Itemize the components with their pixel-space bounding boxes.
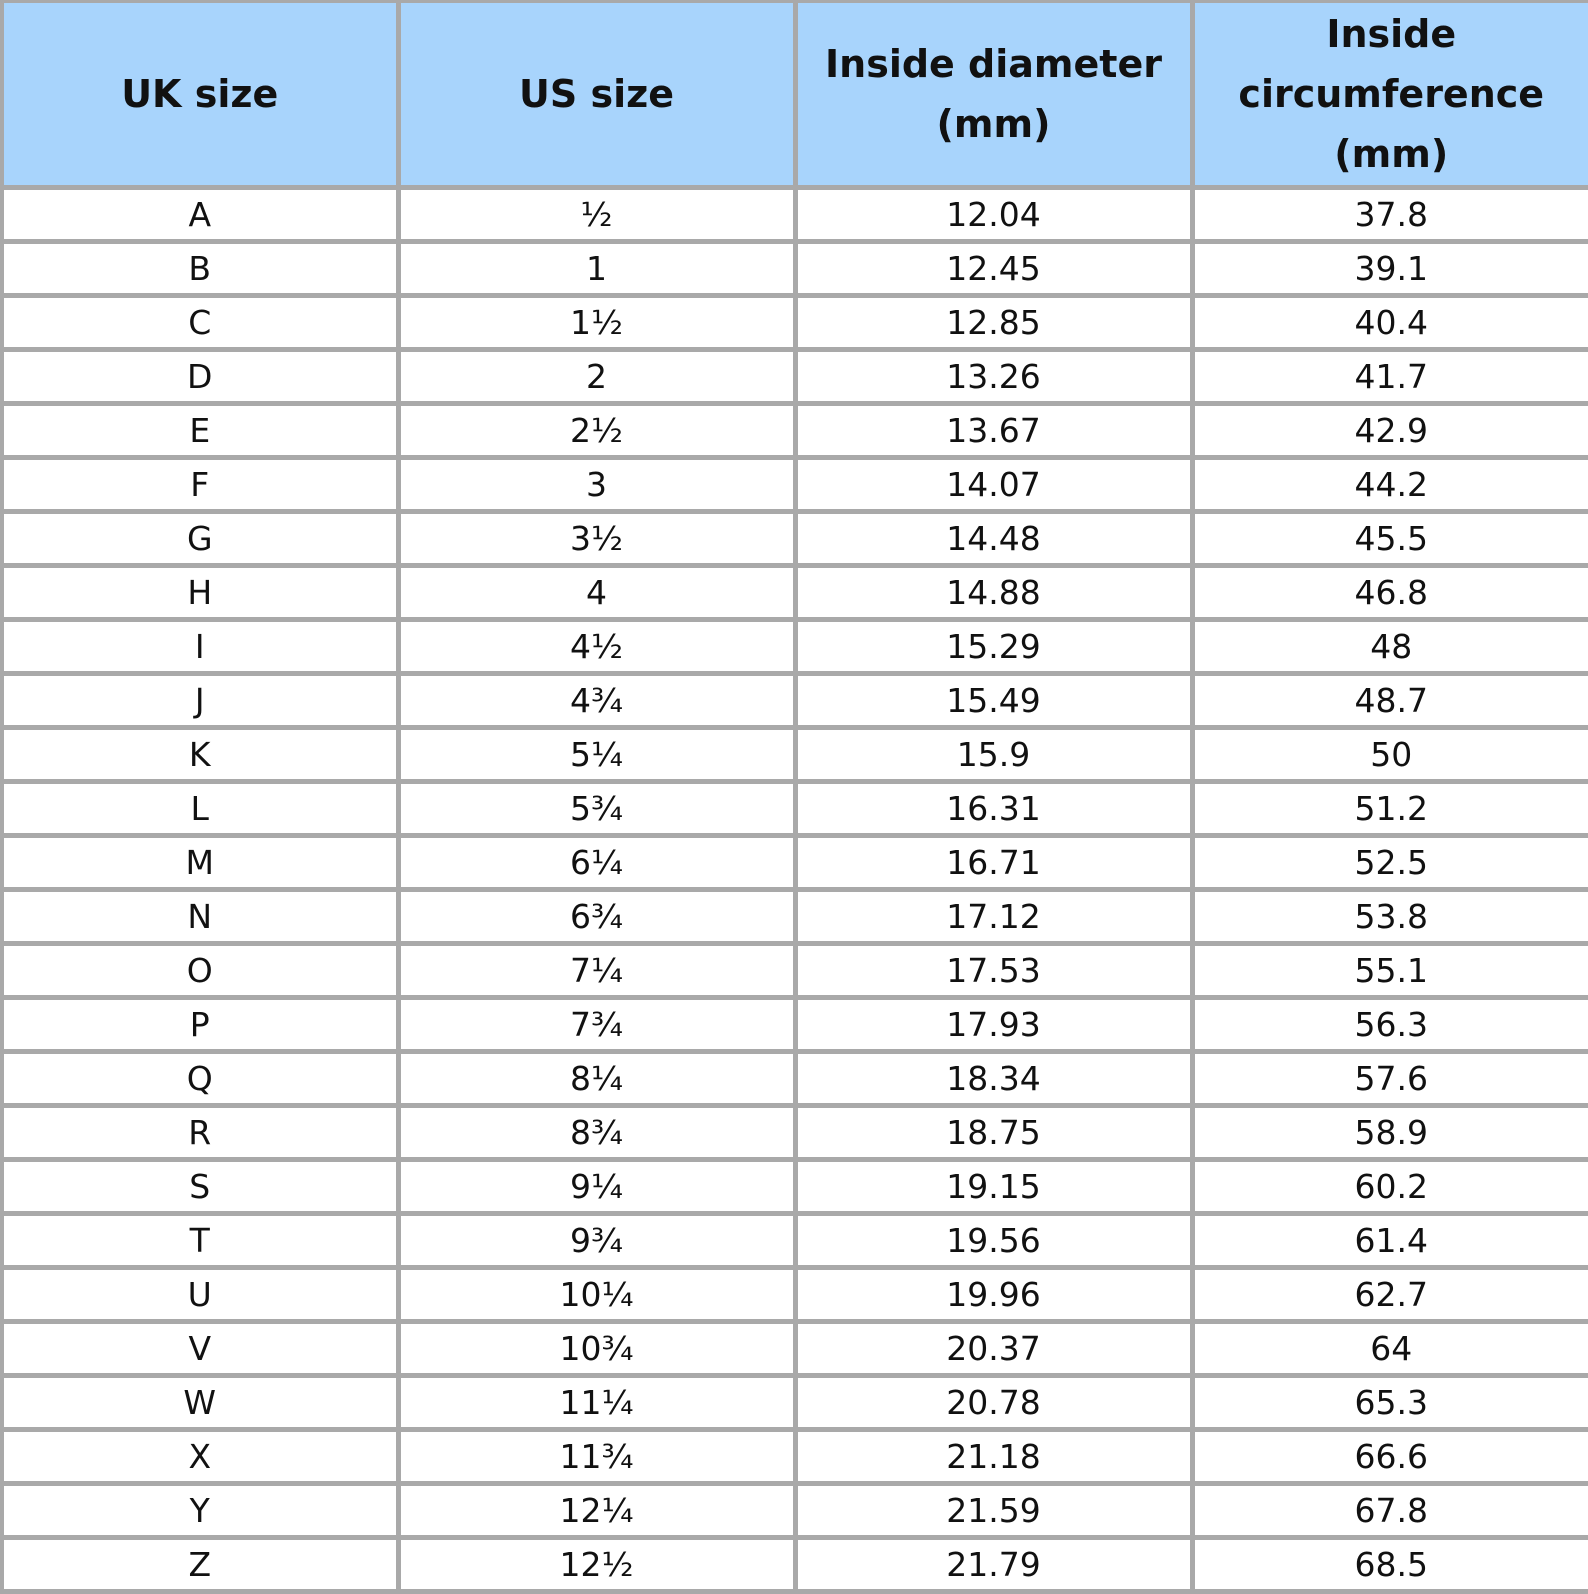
header-inside-circumference: Inside circumference (mm)	[1192, 2, 1588, 188]
table-row	[2, 728, 1588, 782]
us-size-cell: 7¾	[398, 998, 795, 1052]
inside-circumference-cell: 37.8	[1192, 188, 1588, 242]
table-row	[2, 1322, 1588, 1376]
inside-circumference-cell: 39.1	[1192, 242, 1588, 296]
table-row	[2, 296, 1588, 350]
table-row	[2, 566, 1588, 620]
uk-size-cell: M	[2, 836, 398, 890]
us-size-cell: 4¾	[398, 674, 795, 728]
table-row	[2, 1430, 1588, 1484]
table-row	[2, 242, 1588, 296]
inside-diameter-cell: 20.37	[795, 1322, 1192, 1376]
table-row	[2, 1052, 1588, 1106]
us-size-cell: 12½	[398, 1538, 795, 1592]
inside-diameter-cell: 16.31	[795, 782, 1192, 836]
uk-size-cell: H	[2, 566, 398, 620]
uk-size-cell: O	[2, 944, 398, 998]
uk-size-cell: B	[2, 242, 398, 296]
uk-size-cell: W	[2, 1376, 398, 1430]
inside-diameter-cell: 17.12	[795, 890, 1192, 944]
us-size-cell: 11¼	[398, 1376, 795, 1430]
inside-circumference-cell: 46.8	[1192, 566, 1588, 620]
table-row	[2, 620, 1588, 674]
inside-circumference-cell: 60.2	[1192, 1160, 1588, 1214]
uk-size-cell: K	[2, 728, 398, 782]
table-row	[2, 836, 1588, 890]
us-size-cell: 7¼	[398, 944, 795, 998]
uk-size-cell: L	[2, 782, 398, 836]
table-row	[2, 1538, 1588, 1592]
table-row	[2, 458, 1588, 512]
us-size-cell: 10¼	[398, 1268, 795, 1322]
inside-diameter-cell: 12.85	[795, 296, 1192, 350]
inside-diameter-cell: 15.29	[795, 620, 1192, 674]
table-row	[2, 674, 1588, 728]
header-row	[2, 2, 1588, 188]
inside-diameter-cell: 15.9	[795, 728, 1192, 782]
us-size-cell: 6¾	[398, 890, 795, 944]
inside-circumference-cell: 48.7	[1192, 674, 1588, 728]
inside-diameter-cell: 15.49	[795, 674, 1192, 728]
us-size-cell: 9¾	[398, 1214, 795, 1268]
uk-size-cell: J	[2, 674, 398, 728]
inside-diameter-cell: 13.67	[795, 404, 1192, 458]
header-uk-size: UK size	[2, 2, 398, 188]
uk-size-cell: F	[2, 458, 398, 512]
inside-diameter-cell: 12.45	[795, 242, 1192, 296]
inside-diameter-cell: 13.26	[795, 350, 1192, 404]
uk-size-cell: Z	[2, 1538, 398, 1592]
us-size-cell: 8¾	[398, 1106, 795, 1160]
inside-diameter-cell: 21.59	[795, 1484, 1192, 1538]
inside-diameter-cell: 19.56	[795, 1214, 1192, 1268]
table-row	[2, 1160, 1588, 1214]
inside-diameter-cell: 21.18	[795, 1430, 1192, 1484]
inside-diameter-cell: 19.96	[795, 1268, 1192, 1322]
us-size-cell: 4	[398, 566, 795, 620]
us-size-cell: 2	[398, 350, 795, 404]
us-size-cell: 5¾	[398, 782, 795, 836]
inside-diameter-cell: 20.78	[795, 1376, 1192, 1430]
inside-circumference-cell: 57.6	[1192, 1052, 1588, 1106]
inside-circumference-cell: 44.2	[1192, 458, 1588, 512]
uk-size-cell: S	[2, 1160, 398, 1214]
inside-diameter-cell: 12.04	[795, 188, 1192, 242]
inside-circumference-cell: 52.5	[1192, 836, 1588, 890]
table-row	[2, 1376, 1588, 1430]
inside-circumference-cell: 62.7	[1192, 1268, 1588, 1322]
inside-circumference-cell: 45.5	[1192, 512, 1588, 566]
us-size-cell: ½	[398, 188, 795, 242]
table-body	[2, 188, 1588, 1592]
uk-size-cell: P	[2, 998, 398, 1052]
inside-circumference-cell: 67.8	[1192, 1484, 1588, 1538]
inside-circumference-cell: 55.1	[1192, 944, 1588, 998]
uk-size-cell: A	[2, 188, 398, 242]
header-inside-diameter: Inside diameter (mm)	[795, 2, 1192, 188]
us-size-cell: 4½	[398, 620, 795, 674]
table-row	[2, 998, 1588, 1052]
table-row	[2, 512, 1588, 566]
uk-size-cell: D	[2, 350, 398, 404]
us-size-cell: 10¾	[398, 1322, 795, 1376]
uk-size-cell: R	[2, 1106, 398, 1160]
inside-diameter-cell: 14.07	[795, 458, 1192, 512]
us-size-cell: 2½	[398, 404, 795, 458]
inside-circumference-cell: 66.6	[1192, 1430, 1588, 1484]
inside-circumference-cell: 48	[1192, 620, 1588, 674]
table-row	[2, 1268, 1588, 1322]
uk-size-cell: Y	[2, 1484, 398, 1538]
inside-diameter-cell: 19.15	[795, 1160, 1192, 1214]
table-row	[2, 350, 1588, 404]
us-size-cell: 3½	[398, 512, 795, 566]
table-row	[2, 890, 1588, 944]
uk-size-cell: N	[2, 890, 398, 944]
inside-circumference-cell: 64	[1192, 1322, 1588, 1376]
uk-size-cell: Q	[2, 1052, 398, 1106]
table-row	[2, 1106, 1588, 1160]
us-size-cell: 1½	[398, 296, 795, 350]
inside-diameter-cell: 14.88	[795, 566, 1192, 620]
uk-size-cell: C	[2, 296, 398, 350]
uk-size-cell: E	[2, 404, 398, 458]
inside-diameter-cell: 21.79	[795, 1538, 1192, 1592]
table-row	[2, 404, 1588, 458]
inside-circumference-cell: 41.7	[1192, 350, 1588, 404]
us-size-cell: 5¼	[398, 728, 795, 782]
uk-size-cell: I	[2, 620, 398, 674]
uk-size-cell: X	[2, 1430, 398, 1484]
inside-circumference-cell: 40.4	[1192, 296, 1588, 350]
table-row	[2, 944, 1588, 998]
uk-size-cell: G	[2, 512, 398, 566]
us-size-cell: 8¼	[398, 1052, 795, 1106]
uk-size-cell: U	[2, 1268, 398, 1322]
inside-diameter-cell: 17.53	[795, 944, 1192, 998]
inside-diameter-cell: 18.75	[795, 1106, 1192, 1160]
inside-circumference-cell: 53.8	[1192, 890, 1588, 944]
us-size-cell: 12¼	[398, 1484, 795, 1538]
us-size-cell: 11¾	[398, 1430, 795, 1484]
inside-diameter-cell: 17.93	[795, 998, 1192, 1052]
inside-circumference-cell: 58.9	[1192, 1106, 1588, 1160]
us-size-cell: 3	[398, 458, 795, 512]
header-us-size: US size	[398, 2, 795, 188]
table-row	[2, 1214, 1588, 1268]
inside-circumference-cell: 68.5	[1192, 1538, 1588, 1592]
us-size-cell: 9¼	[398, 1160, 795, 1214]
us-size-cell: 6¼	[398, 836, 795, 890]
inside-circumference-cell: 61.4	[1192, 1214, 1588, 1268]
inside-circumference-cell: 65.3	[1192, 1376, 1588, 1430]
us-size-cell: 1	[398, 242, 795, 296]
inside-circumference-cell: 50	[1192, 728, 1588, 782]
table-row	[2, 782, 1588, 836]
inside-diameter-cell: 14.48	[795, 512, 1192, 566]
uk-size-cell: V	[2, 1322, 398, 1376]
inside-circumference-cell: 42.9	[1192, 404, 1588, 458]
inside-circumference-cell: 51.2	[1192, 782, 1588, 836]
table-row	[2, 1484, 1588, 1538]
uk-size-cell: T	[2, 1214, 398, 1268]
inside-diameter-cell: 18.34	[795, 1052, 1192, 1106]
table-row	[2, 188, 1588, 242]
inside-circumference-cell: 56.3	[1192, 998, 1588, 1052]
inside-diameter-cell: 16.71	[795, 836, 1192, 890]
